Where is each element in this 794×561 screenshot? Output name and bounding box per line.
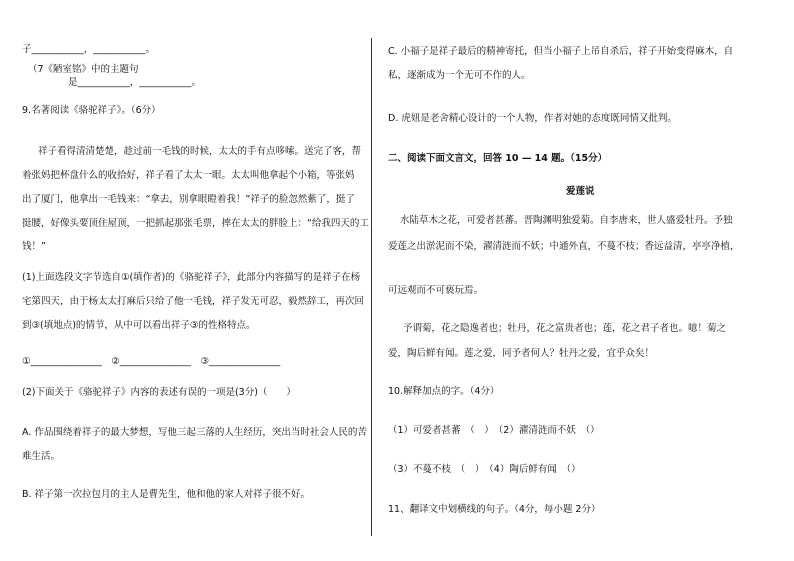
passage-line: 祥子看得清清楚楚，趁过前一毛钱的时候，太太的手有点哆嗦。送完了客，帮	[38, 146, 362, 157]
passage-line: 钱！”	[22, 241, 46, 252]
question-9-title: 9.名著阅读《骆驼祥子》。（6分）	[22, 105, 161, 116]
option-d: D. 虎妞是老舍精心设计的一个人物，作者对她的态度既同情又批判。	[388, 113, 677, 124]
option-c: C. 小福子是祥子最后的精神寄托，但当小福子上吊自杀后，祥子开始变得麻木，自	[388, 46, 734, 57]
option-c: 私，逐渐成为一个无可不作的人。	[388, 70, 531, 81]
classical-text-line: 可远观而不可亵玩焉。	[388, 285, 484, 296]
question-9-1: 宅第四天，由于杨太太打麻后只给了他一毛钱，祥子发无可忍，毅然辞工，再次回	[22, 296, 365, 307]
question-9-1: (1)上面选段文字节选自①(填作者)的《骆驼祥子》，此部分内容描写的是祥子在杨	[22, 272, 361, 283]
blank-line-1: 子___________，___________。	[22, 44, 156, 55]
option-a: 难生活。	[22, 451, 61, 462]
question-10: 10.解释加点的字。（4分）	[388, 386, 500, 397]
question-11: 11、翻译文中划横线的句子。（4分，每小题 2分）	[388, 504, 601, 515]
section-2-heading: 二、阅读下面文言文，回答 10 — 14 题。（15分）	[388, 153, 608, 164]
passage-title: 爱莲说	[566, 186, 595, 197]
classical-text-line: 爱莲之出淤泥而不染，濯清涟而不妖；中通外直，不蔓不枝；香远益清，亭亭净植，	[388, 241, 740, 252]
question-10-items: （3）不蔓不枝 （ ） （4）陶后鲜有闻 （）	[388, 464, 581, 475]
passage-line: 着张妈把杯盘什么的收拾好，祥子看了太太一眼。太太叫他拿起个小箱，等张妈	[22, 170, 355, 181]
passage-line: 挺腰，好像头要顶住屋顶，一把抓起那张毛票，摔在太太的胖脸上：“给我四天的工	[22, 218, 369, 229]
option-b: B. 祥子第一次拉包月的主人是曹先生，他和他的家人对祥子很不好。	[22, 489, 311, 500]
classical-text-line: 予谓菊，花之隐逸者也；牡丹，花之富贵者也；莲，花之君子者也。噫！菊之	[403, 323, 727, 334]
classical-text-line: 爱，陶后鲜有闻。莲之爱，同予者何人？牡丹之爱，宜乎众矣！	[388, 348, 655, 359]
option-a: A. 作品围绕着祥子的最大梦想，写他三起三落的人生经历，突出当时社会人民的苦	[22, 427, 367, 438]
classical-text-line: 水陆草木之花，可爱者甚蕃。晋陶渊明独爱菊。自李唐来，世人盛爱牡丹。予独	[400, 215, 733, 226]
column-divider	[371, 38, 372, 536]
question-9-2: (2)下面关于《骆驼祥子》内容的表述有误的一项是(3分)（ ）	[22, 387, 296, 398]
blank-line-2: 是___________，___________。	[68, 77, 202, 88]
answer-blanks: ①_______________ ②_______________ ③_______________	[22, 356, 281, 367]
question-9-1: 到③(填地点)的情节，从中可以看出祥子③的性格特点。	[22, 320, 256, 331]
passage-line: 出了厦门，他拿出一毛钱来：“拿去，别拿眼瞪着我！”祥子的脸忽然紫了，挺了	[22, 194, 355, 205]
question-10-items: （1）可爱者甚蕃 （ ） （2）濯清涟而不妖 （）	[388, 425, 600, 436]
question-8-7: （7《陋室铭》中的主题句	[28, 64, 139, 75]
